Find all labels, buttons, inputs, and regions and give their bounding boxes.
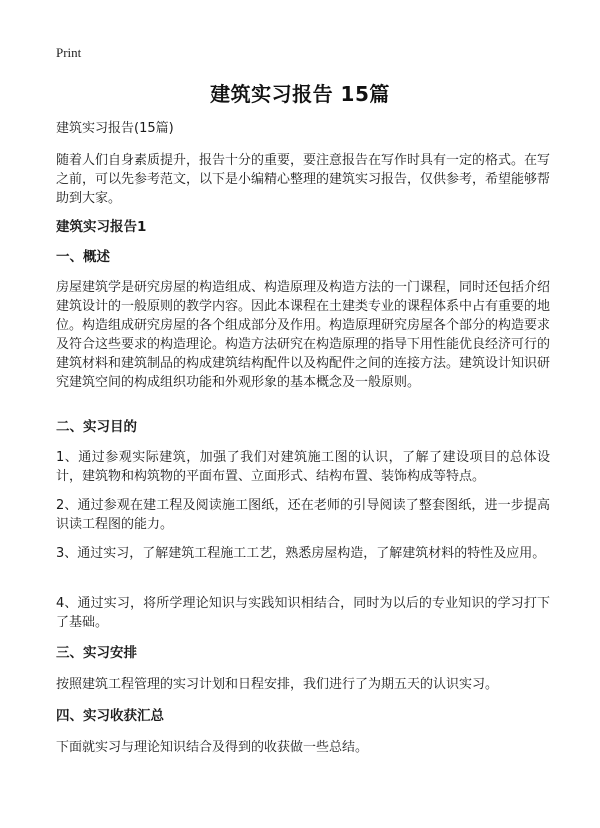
goal-item-1: 1、通过参观实际建筑，加强了我们对建筑施工图的认识，了解了建设项目的总体设计，建筑物和构筑物的平面布置、立面形式、结构布置、装饰构成等特点。 xyxy=(56,450,550,484)
section4-paragraph: 下面就实习与理论知识结合及得到的收获做一些总结。 xyxy=(56,740,369,755)
print-label: Print xyxy=(56,45,82,60)
document-title: 建筑实习报告 15篇 xyxy=(210,82,390,106)
section3-heading: 三、实习安排 xyxy=(56,645,137,661)
goal-item-4: 4、通过实习，将所学理论知识与实践知识相结合，同时为以后的专业知识的学习打下了基础。 xyxy=(56,596,550,630)
goal-item-3: 3、通过实习，了解建筑工程施工工艺，熟悉房屋构造，了解建筑材料的特性及应用。 xyxy=(56,546,546,561)
section3-paragraph: 按照建筑工程管理的实习计划和日程安排，我们进行了为期五天的认识实习。 xyxy=(56,677,499,692)
goal-item-2: 2、通过参观在建工程及阅读施工图纸，还在老师的引导阅读了整套图纸，进一步提高识读工程图的能力。 xyxy=(56,498,550,532)
section2-heading: 二、实习目的 xyxy=(56,419,137,435)
intro-paragraph: 随着人们自身素质提升，报告十分的重要，要注意报告在写作时具有一定的格式。在写之前，可以先参考范文，以下是小编精心整理的建筑实习报告，仅供参考，希望能够帮助到大家。 xyxy=(56,153,551,206)
section1-paragraph: 房屋建筑学是研究房屋的构造组成、构造原理及构造方法的一门课程，同时还包括介绍建筑设计的一般原则的教学内容。因此本课程在土建类专业的课程体系中占有重要的地位。构造组成研究房屋的各个组成部分及作用。构造原理研究房屋各个部分的构造要求及符合这些要求的构造理论。构造方法研究在构造原理的指导下用性能优良经济可行的建筑材料和建筑制品的构成建筑结构配件以及构配件之间的连接方法。建筑设计知识研究建筑空间的构成组织功能和外观形象的基本概念及一般原则。 xyxy=(56,280,551,390)
section4-heading: 四、实习收获汇总 xyxy=(56,708,164,724)
document-subtitle: 建筑实习报告(15篇) xyxy=(56,121,174,136)
report1-heading: 建筑实习报告1 xyxy=(56,219,147,235)
section1-heading: 一、概述 xyxy=(56,249,110,265)
